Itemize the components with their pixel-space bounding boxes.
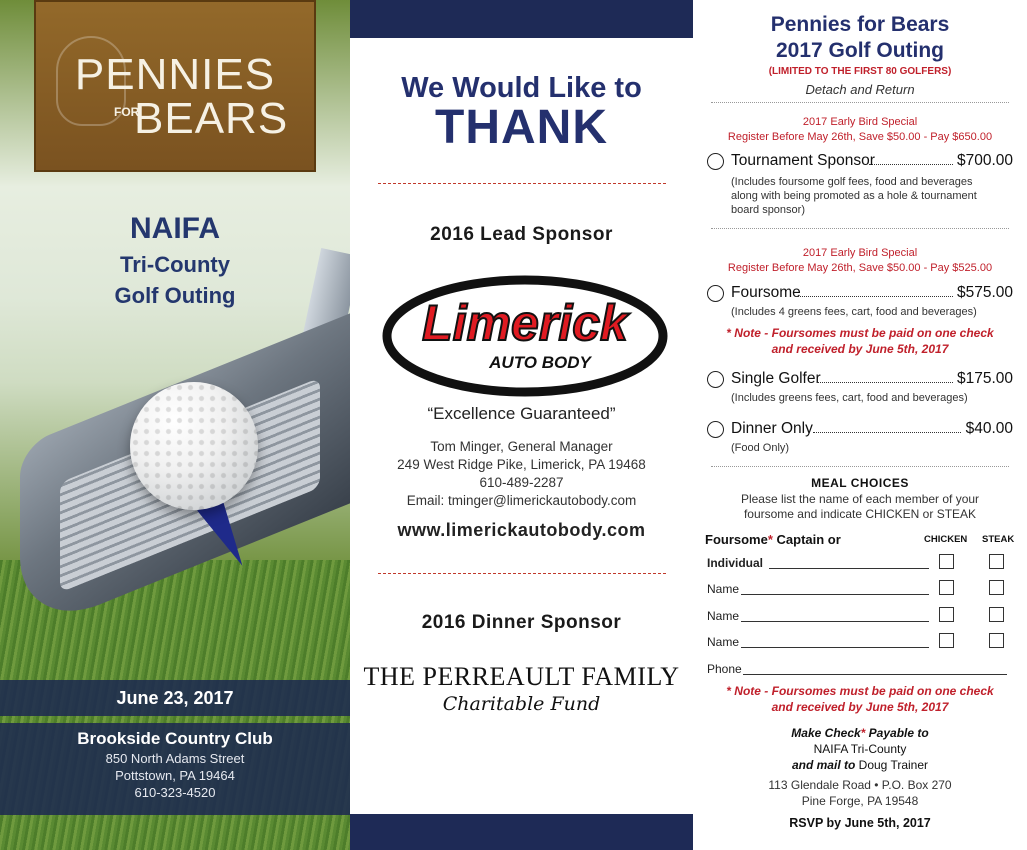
- radio-foursome[interactable]: [707, 285, 724, 302]
- logo-pennies: PENNIES: [74, 50, 276, 99]
- logo-for: FOR: [114, 105, 140, 119]
- dot-leader: [813, 432, 961, 433]
- option-foursome[interactable]: [707, 284, 1013, 304]
- option-label: Dinner Only: [731, 420, 813, 437]
- foursome-label: Foursome: [705, 532, 768, 547]
- golfer-row-name: [707, 633, 1017, 651]
- venue-street: 850 North Adams Street: [105, 751, 245, 766]
- chicken-checkbox[interactable]: [939, 554, 954, 569]
- form-title: Pennies for Bears: [770, 13, 950, 36]
- early-bird-detail: Register Before May 26th, Save $50.00 - Pay $525.00: [727, 262, 993, 274]
- row-label: Name: [707, 582, 740, 596]
- chicken-checkbox[interactable]: [939, 607, 954, 622]
- row-label: Phone: [707, 662, 742, 676]
- pennies-for-bears-logo: [34, 0, 316, 172]
- meal-instructions: Please list the name of each member of your: [740, 492, 980, 506]
- early-bird-title: 2017 Early Bird Special: [802, 247, 918, 259]
- steak-checkbox[interactable]: [989, 607, 1004, 622]
- divider: [378, 573, 666, 574]
- option-price: $40.00: [965, 420, 1013, 437]
- chicken-checkbox[interactable]: [939, 633, 954, 648]
- mail-address-street: 113 Glendale Road • P.O. Box 270: [768, 778, 952, 792]
- option-label: Tournament Sponsor: [731, 152, 875, 169]
- option-note: (Food Only): [731, 442, 790, 454]
- option-note: (Includes foursome golf fees, food and beverages: [731, 176, 973, 188]
- venue-city: Pottstown, PA 19464: [115, 768, 235, 783]
- captain-label: Captain or: [772, 532, 841, 547]
- option-dinner-only[interactable]: [707, 420, 1013, 440]
- steak-checkbox[interactable]: [989, 633, 1004, 648]
- sponsor-email: Email: tminger@limerickautobody.com: [406, 493, 637, 508]
- option-price: $575.00: [956, 284, 1013, 301]
- golfer-row-name: [707, 607, 1017, 625]
- foursome-payment-note: * Note - Foursomes must be paid on one check: [726, 326, 994, 340]
- logo-bears: BEARS: [134, 94, 289, 143]
- foursome-payment-deadline: and received by June 5th, 2017: [771, 342, 949, 356]
- phone-row: [707, 660, 1017, 678]
- sponsor-panel: [350, 0, 693, 850]
- option-note: along with being promoted as a hole & tournament: [731, 190, 977, 202]
- radio-dinner-only[interactable]: [707, 421, 724, 438]
- divider: [711, 228, 1009, 229]
- event-title-naifa: NAIFA: [130, 212, 220, 245]
- radio-tournament-sponsor[interactable]: [707, 153, 724, 170]
- option-tournament-sponsor[interactable]: [707, 152, 1013, 172]
- option-price: $700.00: [956, 152, 1013, 169]
- dot-leader: [869, 164, 953, 165]
- name-field[interactable]: [741, 621, 929, 622]
- divider: [378, 183, 666, 184]
- thank-heading-line1: We Would Like to: [401, 72, 642, 104]
- steak-checkbox[interactable]: [989, 580, 1004, 595]
- event-date: June 23, 2017: [0, 680, 350, 716]
- required-star: *: [860, 726, 866, 740]
- dinner-sponsor-name: THE PERREAULT FAMILY: [363, 662, 680, 691]
- venue-phone: 610-323-4520: [134, 785, 216, 800]
- golfer-row-name: [707, 580, 1017, 598]
- divider: [711, 102, 1009, 103]
- required-star: *: [767, 532, 773, 547]
- logo-autobody-text: AUTO BODY: [489, 353, 591, 372]
- detach-instruction: Detach and Return: [805, 82, 915, 97]
- sponsor-address: 249 West Ridge Pike, Limerick, PA 19468: [397, 457, 646, 472]
- sponsor-phone: 610-489-2287: [479, 475, 564, 490]
- radio-single-golfer[interactable]: [707, 371, 724, 388]
- dot-leader: [795, 296, 953, 297]
- limerick-auto-body-logo: [380, 268, 670, 398]
- payment-deadline: and received by June 5th, 2017: [771, 700, 949, 714]
- payable-line: [693, 726, 1027, 740]
- lead-sponsor-heading: 2016 Lead Sponsor: [430, 224, 613, 245]
- dot-leader: [817, 382, 953, 383]
- column-steak: STEAK: [982, 534, 1015, 545]
- payee-name: NAIFA Tri-County: [813, 742, 907, 756]
- name-field[interactable]: [741, 647, 929, 648]
- event-title-tricounty: Tri-County: [120, 252, 230, 277]
- venue-name: Brookside Country Club: [77, 729, 273, 748]
- sponsor-website: www.limerickautobody.com: [397, 520, 646, 540]
- mail-to-label: and mail to: [791, 758, 856, 772]
- mail-to-name: Doug Trainer: [855, 758, 929, 772]
- golfer-row-individual: [707, 554, 1017, 572]
- rsvp-deadline: RSVP by June 5th, 2017: [789, 816, 931, 830]
- name-field[interactable]: [769, 568, 929, 569]
- option-label: Foursome: [731, 284, 801, 301]
- event-title-golf-outing: Golf Outing: [114, 283, 236, 308]
- mail-address-city: Pine Forge, PA 19548: [801, 794, 919, 808]
- steak-checkbox[interactable]: [989, 554, 1004, 569]
- golf-ball: [130, 382, 258, 510]
- row-label: Name: [707, 635, 740, 649]
- option-label: Single Golfer: [731, 370, 821, 387]
- foursome-header: [705, 532, 841, 547]
- column-chicken: CHICKEN: [924, 534, 968, 545]
- mail-to-line: [693, 758, 1027, 772]
- meal-instructions: foursome and indicate CHICKEN or STEAK: [743, 507, 977, 521]
- row-label: Individual: [707, 556, 764, 570]
- top-band: [350, 0, 693, 38]
- thank-heading-line2: THANK: [435, 101, 608, 154]
- meal-choices-heading: MEAL CHOICES: [811, 476, 909, 490]
- dinner-sponsor-subtitle: Charitable Fund: [442, 693, 601, 715]
- early-bird-detail: Register Before May 26th, Save $50.00 - Pay $650.00: [727, 131, 993, 143]
- option-single-golfer[interactable]: [707, 370, 1013, 390]
- option-price: $175.00: [956, 370, 1013, 387]
- form-subtitle: 2017 Golf Outing: [775, 39, 945, 62]
- payment-note: * Note - Foursomes must be paid on one check: [726, 684, 994, 698]
- bottom-band: [350, 814, 693, 850]
- option-note: board sponsor): [731, 204, 805, 216]
- cover-panel: [0, 0, 350, 850]
- name-field[interactable]: [741, 594, 929, 595]
- make-check-label: Make Check: [791, 726, 861, 740]
- limit-notice: (LIMITED TO THE FIRST 80 GOLFERS): [768, 66, 952, 77]
- sponsor-contact-name: Tom Minger, General Manager: [430, 439, 613, 454]
- dinner-sponsor-heading: 2016 Dinner Sponsor: [421, 612, 622, 633]
- sponsor-tagline: “Excellence Guaranteed”: [427, 404, 616, 423]
- divider: [711, 466, 1009, 467]
- option-note: (Includes greens fees, cart, food and beverages): [731, 392, 968, 404]
- logo-limerick-text: Limerick: [422, 295, 628, 351]
- early-bird-title: 2017 Early Bird Special: [802, 116, 918, 128]
- venue-block: [0, 723, 350, 815]
- phone-field[interactable]: [743, 674, 1007, 675]
- chicken-checkbox[interactable]: [939, 580, 954, 595]
- registration-form-panel: [693, 0, 1027, 850]
- row-label: Name: [707, 609, 740, 623]
- payable-to-label: Payable to: [865, 726, 929, 740]
- option-note: (Includes 4 greens fees, cart, food and beverages): [731, 306, 977, 318]
